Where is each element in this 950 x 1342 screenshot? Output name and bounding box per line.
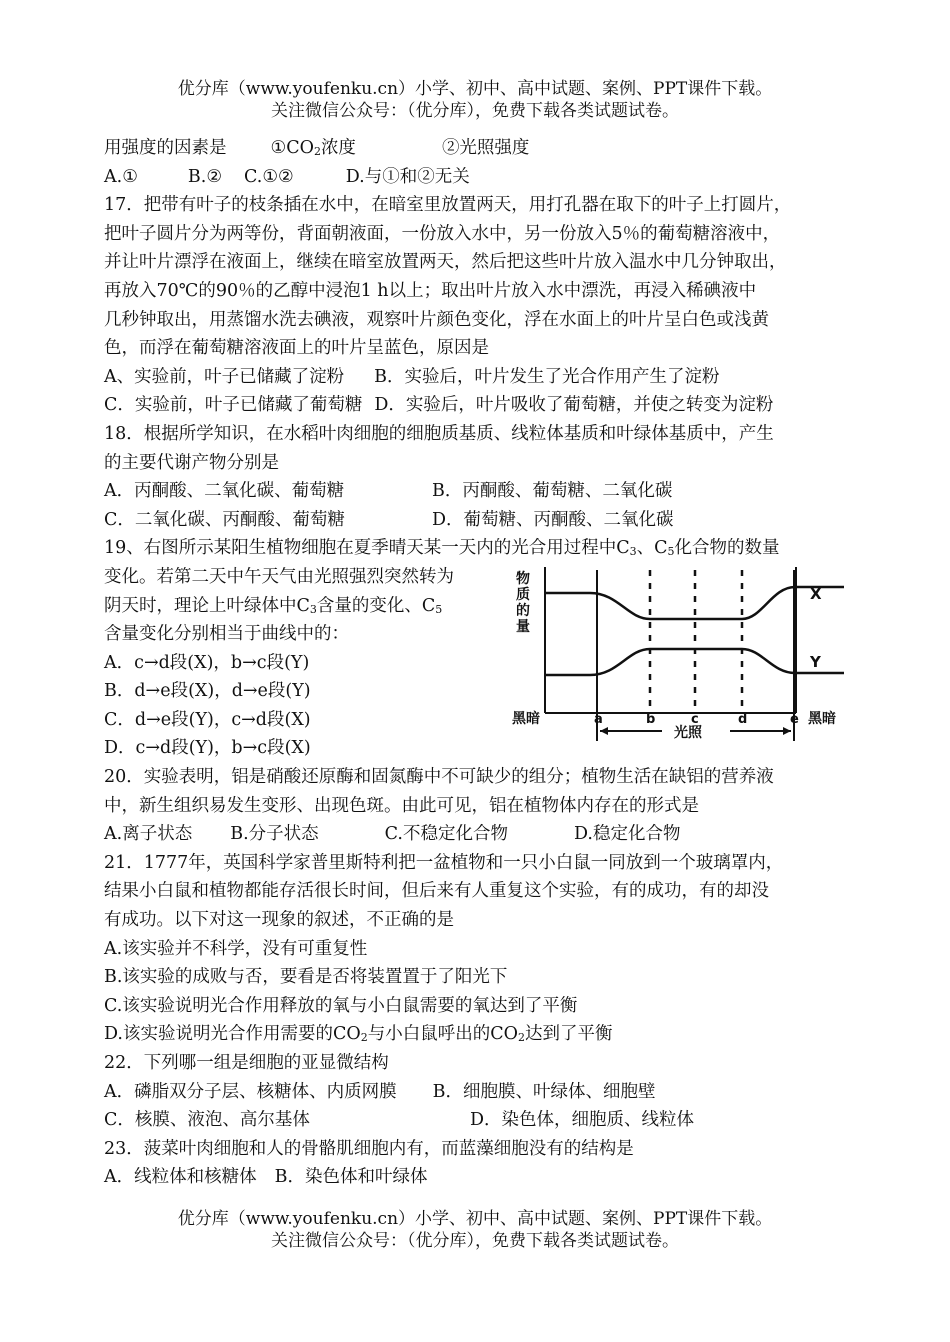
q16-option-c: C.①② [244,166,294,187]
curve-x-label: X [810,585,822,603]
header-line-2: 关注微信公众号：（优分库），免费下载各类试题试卷。 [271,101,679,121]
q16-factor-1-tail: 浓度 [320,138,356,158]
q17-line-3: 并让叶片漂浮在液面上，继续在暗室放置两天，然后把这些叶片放入温水中几分钟取出， [104,252,787,273]
q23-option-a: A．线粒体和核糖体 [104,1167,257,1188]
q20-option-c: C.不稳定化合物 [384,824,508,845]
q16-factor-2: ②光照强度 [441,138,530,158]
q19-option-a: A．c→d段(X)，b→c段(Y) [104,652,310,673]
tick-c: c [691,712,699,727]
footer-line-2: 关注微信公众号：（优分库），免费下载各类试题试卷。 [271,1231,679,1251]
q19-figure [508,565,858,745]
q21-line-2: 结果小白鼠和植物都能存活很长时间，但后来有人重复这个实验，有的成功，有的却没 [104,881,769,902]
q19-sub-5b: 5 [435,602,443,616]
q16-options [104,163,864,192]
q21-sub-2b: 2 [517,1031,525,1045]
q17-line-5: 几秒钟取出，用蒸馏水洗去碘液，观察叶片颜色变化，浮在水面上的叶片呈白色或浅黄 [104,309,769,330]
q21-line-3: 有成功。以下对这一现象的叙述，不正确的是 [104,910,454,931]
q19-line-1-c: 化合物的数量 [674,538,780,559]
header-line-1: 优分库（www.youfenku.cn）小学、初中、高中试题、案例、PPT课件下载。 [177,79,773,99]
tick-d: d [738,712,748,727]
q19-line-3 [104,592,504,621]
q22-option-a: A．磷脂双分子层、核糖体、内质网膜 [104,1081,397,1102]
q17-option-c: C．实验前，叶子已储藏了葡萄糖 [104,395,363,416]
q19-line-3-b: 含量的变化、C [316,595,436,616]
q16-option-d: D.与①和②无关 [345,166,470,187]
q23-options [104,1163,864,1192]
q19-sub-3: 3 [629,545,637,559]
q20-option-b: B.分子状态 [230,824,319,845]
q19-option-d: D．c→d段(Y)，b→c段(X) [104,738,311,759]
q16-stem [104,134,864,163]
q22-line-1: 22．下列哪一组是细胞的亚显微结构 [104,1053,389,1073]
q20-option-d: D.稳定化合物 [573,824,681,845]
q23-line-1: 23．菠菜叶肉细胞和人的骨骼肌细胞内有，而蓝藻细胞没有的结构是 [104,1138,634,1159]
ylabel-2: 质 [516,587,530,603]
q21-option-d-b: 与小白鼠呼出的CO [367,1024,518,1045]
q20-options [104,820,864,849]
q19-line-2: 变化。若第二天中午天气由光照强烈突然转为 [104,566,454,587]
q17-option-a: A、实验前，叶子已储藏了淀粉 [104,366,345,387]
q21-option-b: B.该实验的成败与否，要看是否将装置置于了阳光下 [104,967,508,988]
q19-line-4: 含量变化分别相当于曲线中的： [104,624,349,645]
q19-line-1-b: 、C [636,538,668,559]
q18-line-2: 的主要代谢产物分别是 [104,452,279,473]
q18-option-a: A．丙酮酸、二氧化碳、葡萄糖 [104,481,345,502]
q17-option-d: D．实验后，叶片吸收了葡萄糖，并使之转变为淀粉 [374,395,774,416]
q16-option-a: A.① [104,166,138,187]
q18-options-ab [104,477,864,506]
q19-option-b: B．d→e段(X)，d→e段(Y) [104,681,311,702]
curve-y-label: Y [810,653,821,671]
ylabel-1: 物 [516,571,530,587]
q17-options-ab [104,363,864,392]
left-dark-label: 黑暗 [512,711,540,727]
right-dark-label: 黑暗 [808,711,836,727]
q21-option-a: A.该实验并不科学，没有可重复性 [104,938,368,959]
q17-line-1: 17．把带有叶子的枝条插在水中，在暗室里放置两天，用打孔器在取下的叶子上打圆片， [104,195,792,216]
q18-option-d: D．葡萄糖、丙酮酸、二氧化碳 [432,509,674,530]
q22-option-d: D．染色体，细胞质、线粒体 [470,1110,695,1131]
tick-b: b [646,712,656,727]
figure-arrow-head-left [600,727,608,735]
q20-line-1: 20．实验表明，铝是硝酸还原酶和固氮酶中不可缺少的组分；植物生活在缺铝的营养液 [104,767,774,788]
q22-options-cd [104,1106,864,1135]
q21-option-c: C.该实验说明光合作用释放的氧与小白鼠需要的氧达到了平衡 [104,995,578,1016]
q17-line-2: 把叶子圆片分为两等份，背面朝液面，一份放入水中，另一份放入5％的葡萄糖溶液中， [104,223,781,244]
q19-line-1-a: 19、右图所示某阳生植物细胞在夏季晴天某一天内的光合用过程中C [104,538,630,559]
q19-sub-5: 5 [667,545,675,559]
q21-option-d-c: 达到了平衡 [524,1024,613,1045]
light-label: 光照 [674,725,702,741]
q16-factor-1: ①CO [270,138,314,158]
q21-option-d [104,1020,864,1049]
figure-arrow-head-right [783,727,791,735]
q17-line-4: 再放入70℃的90％的乙醇中浸泡1 h以上；取出叶片放入水中漂洗，再浸入稀碘液中 [104,280,757,301]
q21-option-d-a: D.该实验说明光合作用需要的CO [104,1024,361,1045]
q16-stem-text: 用强度的因素是 [104,138,227,158]
q18-option-b: B．丙酮酸、葡萄糖、二氧化碳 [432,481,673,502]
page-footer [0,1208,950,1252]
ylabel-3: 的 [516,603,530,619]
ylabel-4: 量 [516,619,530,635]
q18-line-1: 18．根据所学知识，在水稻叶肉细胞的细胞质基质、线粒体基质和叶绿体基质中，产生 [104,423,774,444]
q18-option-c: C．二氧化碳、丙酮酸、葡萄糖 [104,509,345,530]
q19-option-c: C．d→e段(Y)，c→d段(X) [104,709,311,730]
q19-sub-3b: 3 [309,602,317,616]
q19-line-3-a: 阴天时，理论上叶绿体中C [104,595,310,616]
footer-line-1: 优分库（www.youfenku.cn）小学、初中、高中试题、案例、PPT课件下载。 [177,1209,773,1229]
q19-line-1 [104,534,864,563]
q20-option-a: A.离子状态 [104,824,193,845]
q18-options-cd [104,506,864,535]
q20-line-2: 中，新生组织易发生变形、出现色斑。由此可见，铝在植物体内存在的形式是 [104,795,699,816]
page-header [0,78,950,122]
q17-line-6: 色，而浮在葡萄糖溶液面上的叶片呈蓝色，原因是 [104,338,489,359]
q23-option-b: B．染色体和叶绿体 [274,1167,428,1188]
q17-options-cd [104,391,864,420]
q16-option-b: B.② [187,166,223,187]
q22-options-ab [104,1078,864,1107]
q21-line-1: 21．1777年，英国科学家普里斯特利把一盆植物和一只小白鼠一同放到一个玻璃罩内， [104,852,784,873]
tick-e: e [790,712,799,727]
q16-co2-sub: 2 [313,145,321,158]
q22-option-c: C．核膜、液泡、高尔基体 [104,1110,310,1131]
q21-sub-2a: 2 [360,1031,368,1045]
q22-option-b: B．细胞膜、叶绿体、细胞壁 [432,1081,656,1102]
q17-option-b: B．实验后，叶片发生了光合作用产生了淀粉 [374,366,720,387]
tick-a: a [594,712,603,727]
